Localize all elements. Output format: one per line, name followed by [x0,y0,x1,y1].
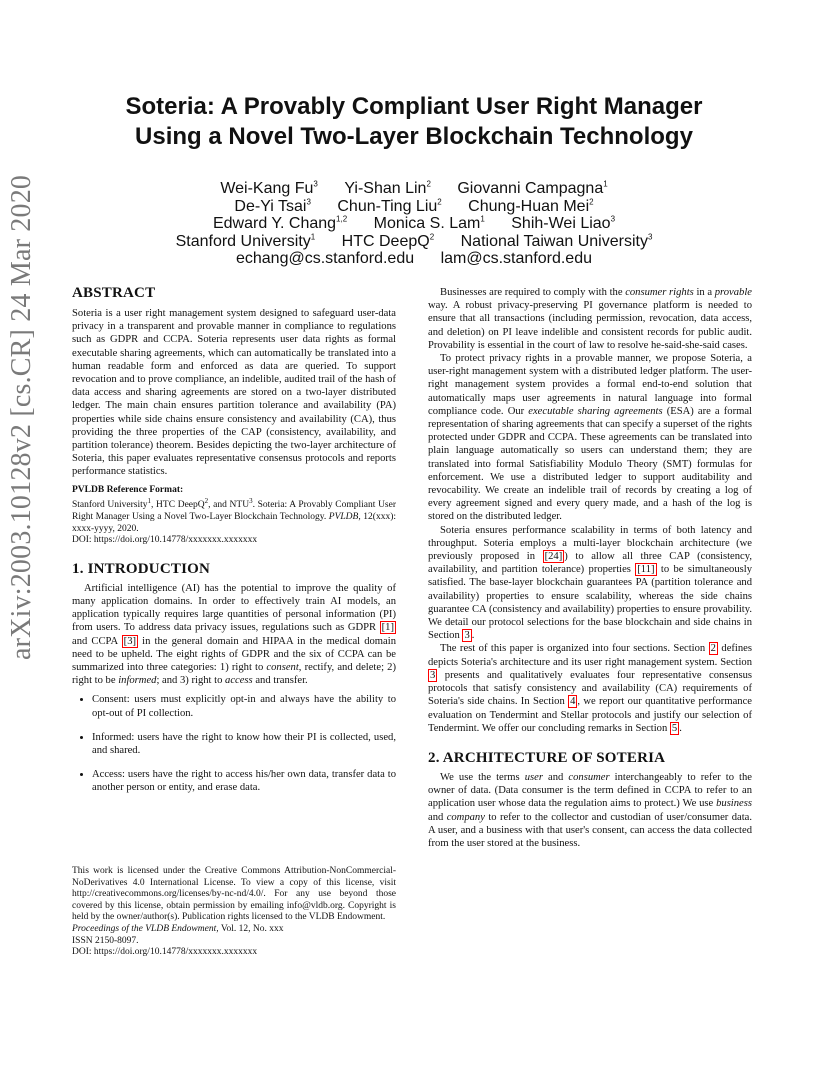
section-link[interactable]: 3 [464,630,470,642]
email-row [60,250,768,268]
paper-title [60,92,768,152]
arxiv-identifier-stamp: arXiv:2003.10128v2 [cs.CR] 24 Mar 2020 [6,174,37,660]
author-block [60,180,768,268]
author-name: Shih-Wei Liao$^3$ [511,214,616,232]
affiliation: HTC DeepQ$^2$ [341,232,435,250]
affiliation-row [60,233,768,251]
citation-link[interactable]: [3] [123,635,137,647]
pvldb-citation: Stanford University$^1$, HTC DeepQ$^2$, and NTU$^3$. Soteria: A Provably Compliant User Right Manager Using a Novel Two-Layer Blockchain Technology. PVLDB, 12(xxx): xxxx-yyyy, 2020. [72,497,397,534]
list-item: • Consent: users must explicitly opt-in and always have the ability to opt-out of PI collection. [92,693,396,719]
citation-link[interactable]: [11] [637,564,655,576]
email: lam@cs.stanford.edu [440,250,592,267]
author-name: Monica S. Lam$^1$ [373,214,485,232]
pvldb-doi: DOI: https://doi.org/10.14778/xxxxxxx.xxxxxxx [72,535,258,546]
license-doi: DOI: https://doi.org/10.14778/xxxxxxx.xxxxxxx [72,947,258,958]
pvldb-heading: PVLDB Reference Format: [72,484,184,495]
author-name: Yi-Shan Lin$^2$ [344,179,431,197]
author-name: Chun-Ting Liu$^2$ [337,197,442,215]
section-link[interactable]: 3 [430,669,436,681]
abstract-body: Soteria is a user right management system designed to safeguard user-data privacy in a transparent and provable manner in compliance to regulations such as GDPR and CCPA. Soteria represents user data rights as formal executable sharing agreements, which can automatically be translated into a human readable form and enforced as data are queried. To support revocation and to prove compliance, an indelible, audited trail of the hash of data access and sharing agreements are stored on a two-layer distributed ledger. The main chain ensures partition tolerance and availability (PA) properties while side chains ensure consistency and availability (CA), thus providing the three properties of the CAP (consistency, availability, and partition tolerance) theorem. Besides depicting the two-layer architecture of Soteria, this paper evaluates representative consensus protocols and reports performance statistics. [72,308,396,478]
right-column [428,286,752,850]
architecture-heading: 2. ARCHITECTURE OF SOTERIA [428,749,666,766]
author-name: Giovanni Campagna$^1$ [457,179,608,197]
list-item: • Access: users have the right to access his/her own data, transfer data to another person or entity, and erase data. [92,768,396,794]
list-item: • Informed: users have the right to know how their PI is collected, used, and shared. [92,731,396,757]
intro-paragraph: Artificial intelligence (AI) has the potential to improve the quality of many application domains. In order to effectively train AI models, an application typically requires large quantities of personal information (PI) from users. To address data privacy issues, regulations such as GDPR [1] and CCPA [3] in the general domain and HIPAA in the medical domain need to be upheld. The eight rights of GDPR and the six of CCPA can be summarized into three categories: 1) right to consent, rectify, and delete; 2) right to be informed; and 3) right to access and transfer. [72,582,396,687]
intro-heading: 1. INTRODUCTION [72,560,211,577]
author-name: Edward Y. Chang$^{1,2}$ [212,214,348,232]
author-row [60,215,768,233]
citation-link[interactable]: [24] [544,551,563,563]
proceedings-line: Proceedings of the VLDB Endowment, Vol. 12, No. xxx [72,923,284,934]
email: echang@cs.stanford.edu [235,250,415,267]
left-column [72,284,396,806]
body-paragraph: We use the terms user and consumer interchangeably to refer to the owner of data. (Data consumer is the term defined in CCPA to refer to an application user whose data the regulation aims to protect.) We use business and company to refer to the collector and custodian of user/consumer data. A user, and a business with that user's consent, can access the data collected from the user stored at the business. [428,771,752,849]
section-link[interactable]: 4 [570,696,576,708]
author-name: De-Yi Tsai$^3$ [234,197,311,215]
body-paragraph: The rest of this paper is organized into four sections. Section 2 defines depicts Soteria's architecture and its user right management system. Section 3 presents and qualitatively evaluates four representative consensus protocols that satisfy consistency and availability (CA) requirements of Soteria's side chains. In Section 4 , we report our quantitative performance evaluation on Tendermint and Stellar protocols and justify our selection of Tendermint. We offer our concluding remarks in Section 5 . [428,643,752,734]
section-link[interactable]: 2 [710,643,716,655]
author-name: Chung-Huan Mei$^2$ [468,197,594,215]
body-paragraph: Businesses are required to comply with the consumer rights in a provable way. A robust privacy-preserving PI governance platform is needed to ensure that all transactions (including permission, revocation, data access, and deletion) on PI leave indelible and consistent records for public audit. Provability is essential in the court of law to resolve he-said-she-said cases. [428,287,752,351]
title-line-2: Using a Novel Two-Layer Blockchain Technology [135,123,693,150]
abstract-heading: ABSTRACT [72,285,156,301]
author-name: Wei-Kang Fu$^3$ [220,179,318,197]
affiliation: Stanford University$^1$ [175,232,316,250]
affiliation: National Taiwan University$^3$ [460,232,653,250]
body-paragraph: Soteria ensures performance scalability in terms of both latency and throughput. Soteria employs a multi-layer blockchain architecture (we previously proposed in [24] ) to allow all three CAP (consistency, availability, and partition tolerance) properties [11] to be simultaneously satisfied. The base-layer blockchain guarantees PA (partition tolerance and availability) properties to ensure scalability, whereas the side chains guarantee CA (consistency and availability) properties to ensure provability. We detail our protocol selections for the base blockchain and side chains in Section 3 . [428,524,752,642]
body-paragraph: To protect privacy rights in a provable manner, we propose Soteria, a user-right management system with a distributed ledger platform. The user-right management system provides a formal end-to-end solution that automatically maps user agreements in natural language into formal compliance code. Our executable sharing agreements (ESA) are a formal representation of sharing agreements that can specify a superset of the rights protected under GDPR and CCPA. These agreements can be translated into plain language automatically so users can understand them; they are translated into formal Satisfiability Modulo Theory (SMT) formulas for enforcement. We use a distributed ledger to support auditability and revocability. We create an indelible trail of records by creating a log of every agreement signed and every query made, and a hash of the log is stored on the distributed ledger. [428,353,752,523]
license-text: This work is licensed under the Creative Commons Attribution-NonCommercial-NoDerivatives 4.0 International License. To view a copy of this license, visit http://creativecommons.org/licenses/by-nc-nd/4.0/. For any use beyond those covered by this license, obtain permission by emailing info@vldb.org. Copyright is held by the owner/author(s). Publication rights licensed to the VLDB Endowment. [72,866,396,923]
section-link[interactable]: 5 [671,722,678,734]
title-line-1: Soteria: A Provably Compliant User Right Manager [125,93,703,120]
pvldb-reference [72,485,396,547]
license-footnote [72,866,396,959]
citation-link[interactable]: [1] [381,622,394,634]
author-row [60,180,768,198]
author-row [60,198,768,216]
rights-list [72,693,396,794]
issn-line: ISSN 2150-8097. [72,935,139,946]
